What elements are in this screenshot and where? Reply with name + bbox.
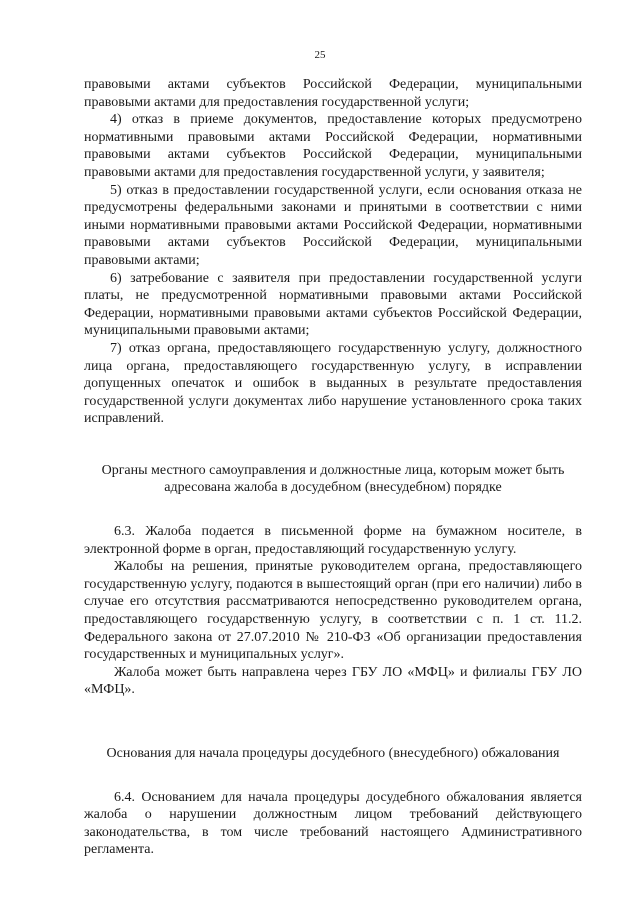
paragraph: Жалоба может быть направлена через ГБУ ЛО «МФЦ» и филиалы ГБУ ЛО «МФЦ». <box>84 664 582 698</box>
paragraph: правовыми актами субъектов Российской Федерации, муниципальными правовыми актами для предоставления государственной услуги; <box>84 77 582 110</box>
document-body <box>84 76 582 859</box>
section-heading: Органы местного самоуправления и должностные лица, которым может быть адресована жалоба в досудебном (внесудебном) порядке <box>101 462 565 496</box>
paragraph: 5) отказ в предоставлении государственной услуги, если основания отказа не предусмотрены федеральными законами и принятыми в соответствии с ними иными нормативными правовыми актами Российской Федерации, нормативными правовыми актами субъектов Российской Федерации, муниципальными правовыми актами; <box>84 182 582 268</box>
section-heading: Основания для начала процедуры досудебного (внесудебного) обжалования <box>106 746 560 761</box>
paragraph: 6.3. Жалоба подается в письменной форме на бумажном носителе, в электронной форме в орган, предоставляющий государственную услугу. <box>84 524 582 557</box>
paragraph: Жалобы на решения, принятые руководителем органа, предоставляющего государственную услугу, подаются в вышестоящий орган (при его наличии) либо в случае его отсутствия рассматриваются непосредственно руководителем органа, предоставляющего государственную услугу, в соответствии с п. 1 ст. 11.2. Федерального закона от 27.07.2010 № 210-ФЗ «Об организации предоставления государственных и муниципальных услуг». <box>84 559 582 663</box>
paragraph: 7) отказ органа, предоставляющего государственную услугу, должностного лица органа, предоставляющего государственную услугу, в исправлении допущенных опечаток и ошибок в выданных в результате предоставления государственной услуги документах либо нарушение установленного срока таких исправлений. <box>84 340 582 427</box>
paragraph: 4) отказ в приеме документов, предоставление которых предусмотрено нормативными правовыми актами Российской Федерации, нормативными правовыми актами субъектов Российской Федерации, муниципальными правовыми актами для предоставления государственной услуги, у заявителя; <box>84 112 582 180</box>
paragraph: 6) затребование с заявителя при предоставлении государственной услуги платы, не предусмотренной нормативными правовыми актами Российской Федерации, нормативными правовыми актами субъектов Российской Федерации, муниципальными правовыми актами; <box>84 270 582 339</box>
paragraph: 6.4. Основанием для начала процедуры досудебного обжалования является жалоба о нарушении должностным лицом требований действующего законодательства, в том числе требований настоящего Административного регламента. <box>84 789 582 858</box>
page-number: 25 <box>314 49 326 61</box>
